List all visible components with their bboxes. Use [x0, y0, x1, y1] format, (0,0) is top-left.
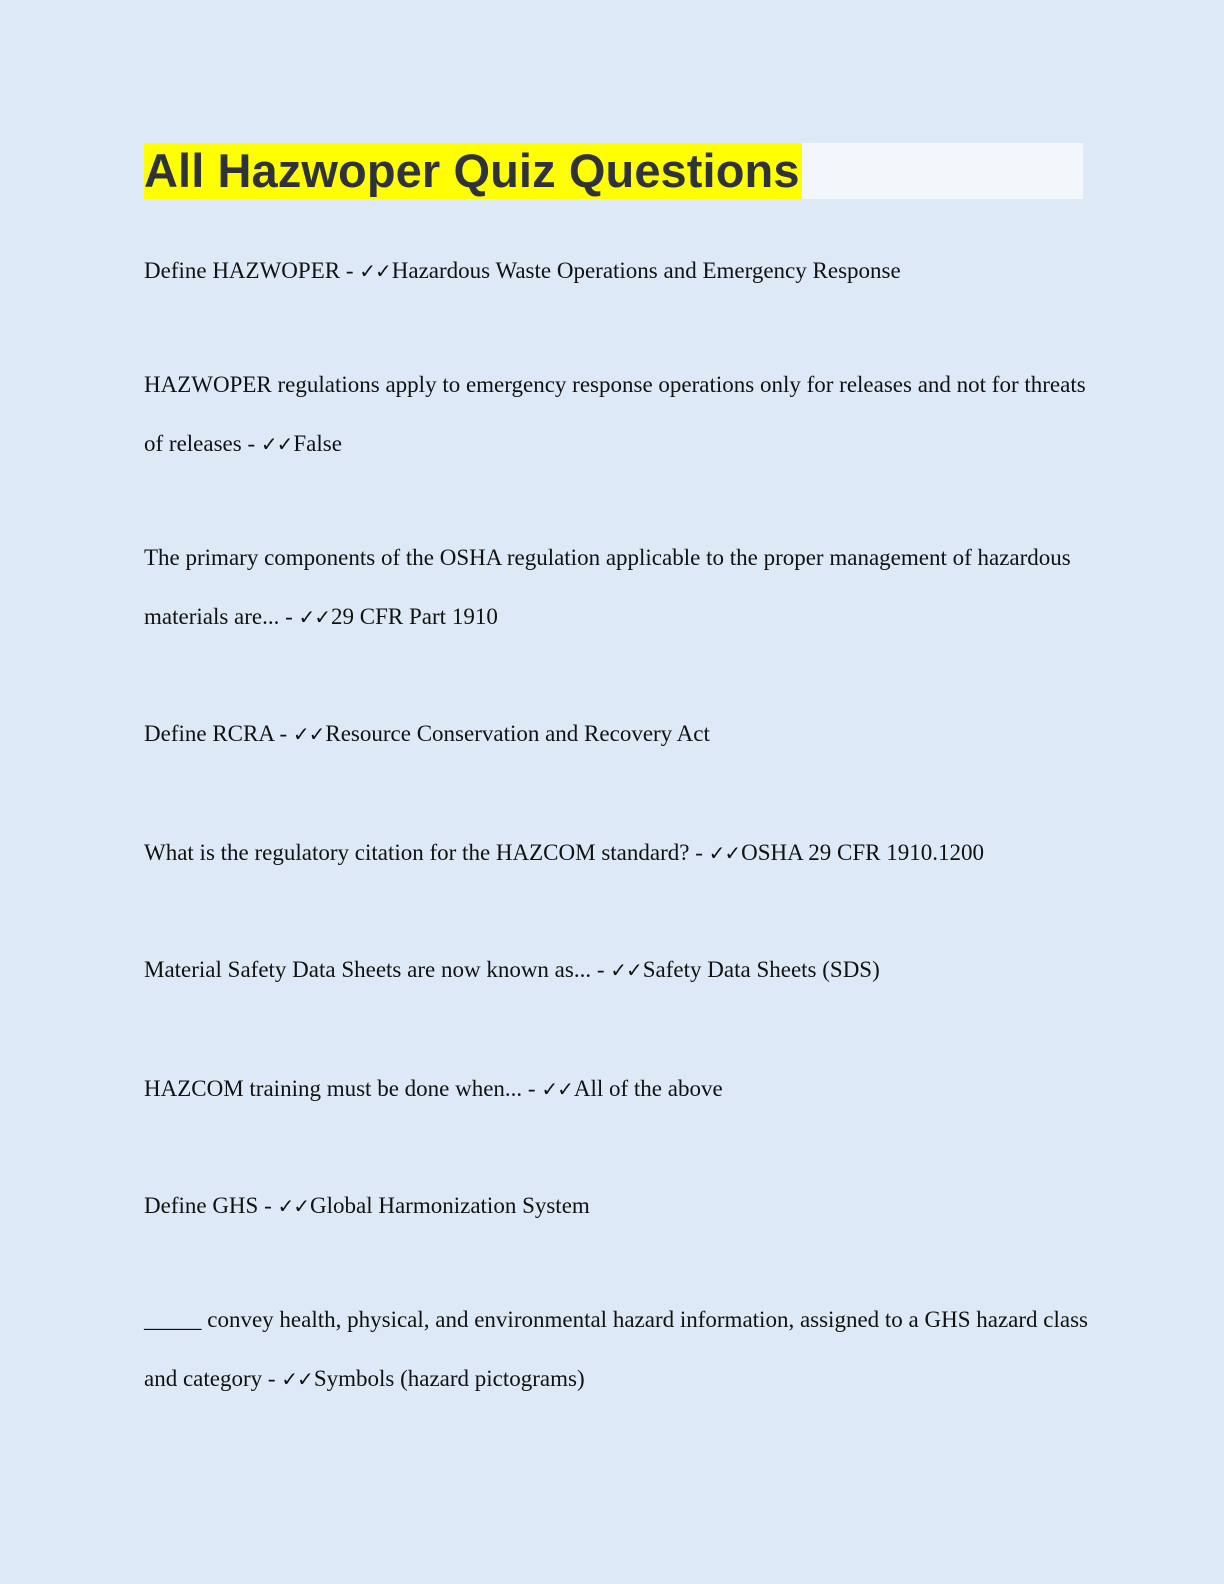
qa-item	[144, 1059, 1089, 1119]
qa-item	[144, 355, 1089, 474]
question-text: Define RCRA -	[144, 721, 293, 746]
double-check-icon: ✓✓	[260, 432, 293, 456]
double-check-icon: ✓✓	[610, 958, 642, 982]
answer-text: Hazardous Waste Operations and Emergency Response	[391, 258, 901, 283]
double-check-icon: ✓✓	[292, 722, 325, 746]
qa-item	[144, 528, 1089, 647]
question-text: The primary components of the OSHA regulation applicable to the proper management of hazardous materials are... -	[144, 545, 1071, 629]
question-text: _____ convey health, physical, and environmental hazard information, assigned to a GHS hazard class and category -	[144, 1307, 1088, 1391]
answer-text: Resource Conservation and Recovery Act	[325, 721, 710, 746]
question-text: Material Safety Data Sheets are now known as... -	[144, 957, 611, 982]
double-check-icon: ✓✓	[277, 1194, 310, 1218]
question-text: HAZCOM training must be done when... -	[144, 1076, 542, 1101]
question-text: Define HAZWOPER -	[144, 258, 360, 283]
double-check-icon: ✓✓	[359, 259, 391, 283]
answer-text: False	[293, 431, 342, 456]
answer-text: OSHA 29 CFR 1910.1200	[741, 840, 984, 865]
double-check-icon: ✓✓	[541, 1077, 573, 1101]
qa-item	[144, 823, 1089, 883]
double-check-icon: ✓✓	[298, 605, 331, 629]
answer-text: Safety Data Sheets (SDS)	[642, 957, 880, 982]
qa-item	[144, 1176, 1089, 1236]
question-text: What is the regulatory citation for the HAZCOM standard? -	[144, 840, 709, 865]
answer-text: Global Harmonization System	[310, 1193, 590, 1218]
question-text: HAZWOPER regulations apply to emergency response operations only for releases and not for threats of releases -	[144, 372, 1086, 456]
question-text: Define GHS -	[144, 1193, 278, 1218]
qa-item	[144, 1290, 1089, 1409]
double-check-icon: ✓✓	[708, 841, 741, 865]
qa-item	[144, 241, 1089, 301]
qa-item	[144, 704, 1089, 764]
document-title: All Hazwoper Quiz Questions	[144, 144, 800, 197]
answer-text: 29 CFR Part 1910	[331, 604, 498, 629]
double-check-icon: ✓✓	[281, 1367, 313, 1391]
answer-text: All of the above	[573, 1076, 723, 1101]
answer-text: Symbols (hazard pictograms)	[313, 1366, 585, 1391]
qa-item	[144, 940, 1089, 1000]
